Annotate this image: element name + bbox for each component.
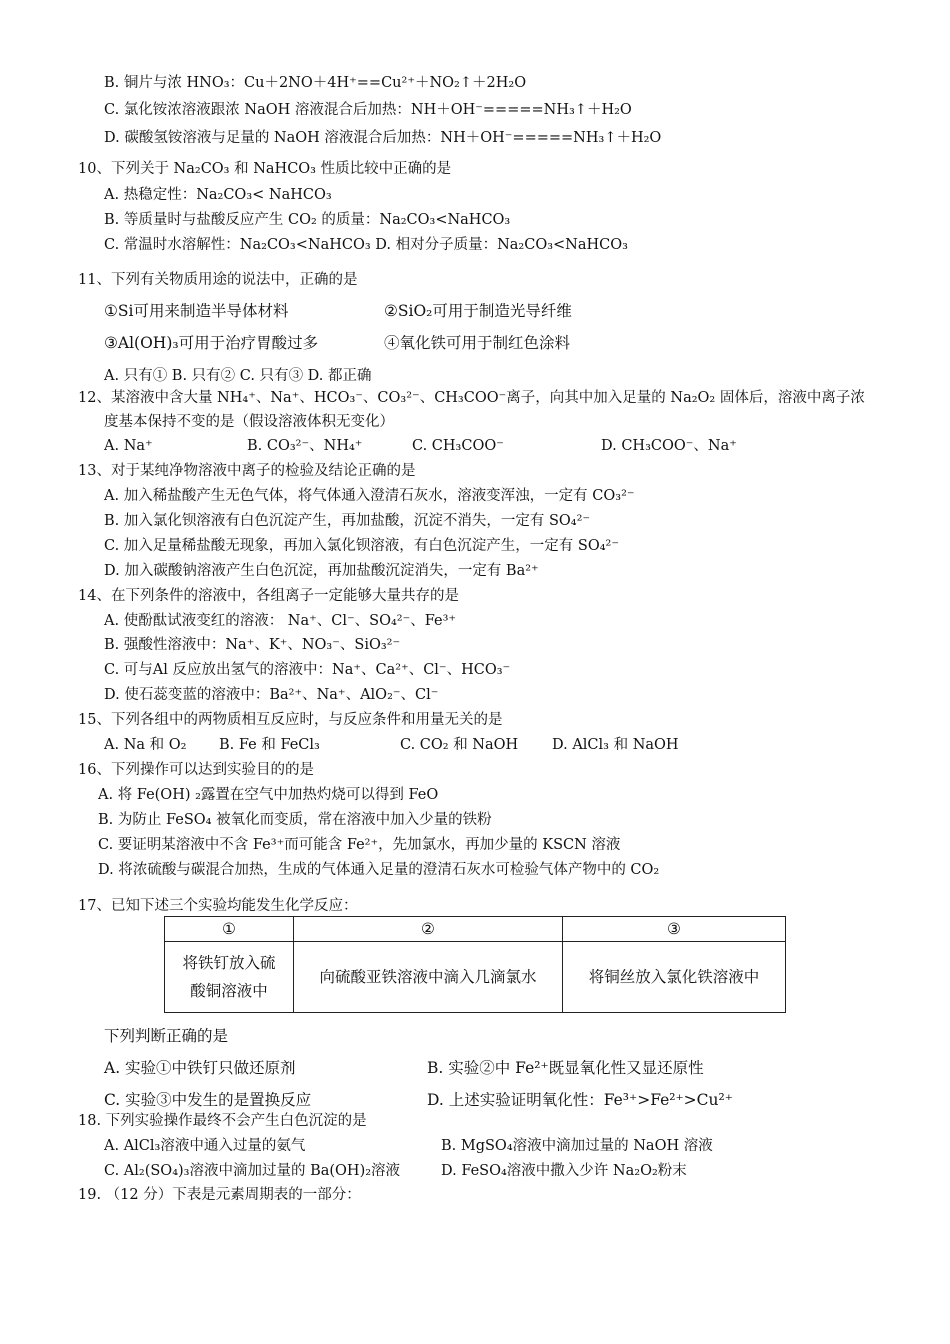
q12-option-d: D. CH₃COO⁻、Na⁺	[601, 438, 737, 454]
q14-option-d: D. 使石蕊变蓝的溶液中：Ba²⁺、Na⁺、AlO₂⁻、Cl⁻	[104, 687, 439, 703]
q13-option-a: A. 加入稀盐酸产生无色气体，将气体通入澄清石灰水，溶液变浑浊，一定有 CO₃²⁻	[104, 488, 635, 504]
q16-option-c: C. 要证明某溶液中不含 Fe³⁺而可能含 Fe²⁺，先加氯水，再加少量的 KSCN 溶液	[98, 837, 621, 853]
experiment-table	[164, 916, 786, 1013]
q11-item-3: ③Al(OH)₃可用于治疗胃酸过多	[104, 334, 319, 352]
q17-option-c: C. 实验③中发生的是置换反应	[104, 1091, 312, 1109]
table-header-2: ②	[294, 917, 563, 942]
q9-option-d: D. 碳酸氢铵溶液与足量的 NaOH 溶液混合后加热：NH＋OH⁻=====NH₃↑＋H₂O	[104, 130, 662, 146]
q15-stem: 15、下列各组中的两物质相互反应时，与反应条件和用量无关的是	[78, 712, 503, 728]
q18-option-d: D. FeSO₄溶液中撒入少许 Na₂O₂粉末	[441, 1163, 687, 1179]
q16-option-d: D. 将浓硫酸与碳混合加热，生成的气体通入足量的澄清石灰水可检验气体产物中的 CO₂	[98, 862, 660, 878]
q18-option-b: B. MgSO₄溶液中滴加过量的 NaOH 溶液	[441, 1138, 713, 1154]
q9-option-c: C. 氯化铵浓溶液跟浓 NaOH 溶液混合后加热：NH＋OH⁻=====NH₃↑＋H₂O	[104, 102, 632, 118]
q12-stem-line2: 度基本保持不变的是（假设溶液体积无变化）	[104, 414, 394, 430]
q11-item-4: ④氧化铁可用于制红色涂料	[384, 334, 571, 352]
q13-option-b: B. 加入氯化钡溶液有白色沉淀产生，再加盐酸，沉淀不消失，一定有 SO₄²⁻	[104, 513, 591, 529]
q15-option-a: A. Na 和 O₂	[104, 737, 187, 753]
q16-stem: 16、下列操作可以达到实验目的的是	[78, 762, 314, 778]
q11-stem: 11、下列有关物质用途的说法中，正确的是	[78, 272, 358, 288]
q18-option-a: A. AlCl₃溶液中通入过量的氨气	[104, 1138, 306, 1154]
q16-option-b: B. 为防止 FeSO₄ 被氧化而变质，常在溶液中加入少量的铁粉	[98, 812, 492, 828]
q19-stem: 19. （12 分）下表是元素周期表的一部分：	[78, 1187, 361, 1203]
q17-option-a: A. 实验①中铁钉只做还原剂	[104, 1059, 296, 1077]
q12-option-c: C. CH₃COO⁻	[412, 438, 504, 454]
q10-option-a: A. 热稳定性：Na₂CO₃< NaHCO₃	[104, 187, 332, 203]
q18-option-c: C. Al₂(SO₄)₃溶液中滴加过量的 Ba(OH)₂溶液	[104, 1163, 401, 1179]
q14-option-c: C. 可与Al 反应放出氢气的溶液中：Na⁺、Ca²⁺、Cl⁻、HCO₃⁻	[104, 662, 511, 678]
q17-option-b: B. 实验②中 Fe²⁺既显氧化性又显还原性	[427, 1059, 704, 1077]
q14-stem: 14、在下列条件的溶液中，各组离子一定能够大量共存的是	[78, 588, 459, 604]
table-cell-3: 将铜丝放入氯化铁溶液中	[563, 942, 786, 1013]
q17-prompt: 下列判断正确的是	[104, 1027, 229, 1045]
q13-option-d: D. 加入碳酸钠溶液产生白色沉淀，再加盐酸沉淀消失，一定有 Ba²⁺	[104, 563, 539, 579]
q11-item-1: ①Si可用来制造半导体材料	[104, 302, 289, 320]
q15-option-c: C. CO₂ 和 NaOH	[400, 737, 519, 753]
q16-option-a: A. 将 Fe(OH) ₂露置在空气中加热灼烧可以得到 FeO	[98, 787, 439, 803]
table-cell-1-line1: 将铁钉放入硫	[182, 954, 276, 972]
table-cell-1-line2: 酸铜溶液中	[190, 982, 268, 1000]
q15-option-d: D. AlCl₃ 和 NaOH	[552, 737, 679, 753]
q13-option-c: C. 加入足量稀盐酸无现象，再加入氯化钡溶液，有白色沉淀产生，一定有 SO₄²⁻	[104, 538, 620, 554]
q14-option-b: B. 强酸性溶液中：Na⁺、K⁺、NO₃⁻、SiO₃²⁻	[104, 637, 401, 653]
q17-option-d: D. 上述实验证明氧化性：Fe³⁺>Fe²⁺>Cu²⁺	[427, 1091, 733, 1109]
q10-option-cd: C. 常温时水溶解性：Na₂CO₃<NaHCO₃ D. 相对分子质量：Na₂CO₃<NaHCO₃	[104, 237, 628, 253]
q10-option-b: B. 等质量时与盐酸反应产生 CO₂ 的质量：Na₂CO₃<NaHCO₃	[104, 212, 511, 228]
q18-stem: 18. 下列实验操作最终不会产生白色沉淀的是	[78, 1113, 367, 1129]
q11-options: A. 只有① B. 只有② C. 只有③ D. 都正确	[104, 368, 372, 384]
table-cell-2: 向硫酸亚铁溶液中滴入几滴氯水	[294, 942, 563, 1013]
table-cell-1	[165, 942, 294, 1013]
q17-stem: 17、已知下述三个实验均能发生化学反应：	[78, 898, 358, 914]
table-header-1: ①	[165, 917, 294, 942]
q9-option-b: B. 铜片与浓 HNO₃：Cu＋2NO＋4H⁺==Cu²⁺＋NO₂↑＋2H₂O	[104, 75, 527, 91]
q14-option-a: A. 使酚酞试液变红的溶液： Na⁺、Cl⁻、SO₄²⁻、Fe³⁺	[104, 613, 457, 629]
q10-stem: 10、下列关于 Na₂CO₃ 和 NaHCO₃ 性质比较中正确的是	[78, 161, 452, 177]
q12-option-b: B. CO₃²⁻、NH₄⁺	[247, 438, 363, 454]
q11-item-2: ②SiO₂可用于制造光导纤维	[384, 302, 572, 320]
q12-option-a: A. Na⁺	[104, 438, 153, 454]
q12-stem-line1: 12、某溶液中含大量 NH₄⁺、Na⁺、HCO₃⁻、CO₃²⁻、CH₃COO⁻离子，向其中加入足量的 Na₂O₂ 固体后，溶液中离子浓	[78, 390, 865, 406]
table-header-3: ③	[563, 917, 786, 942]
q15-option-b: B. Fe 和 FeCl₃	[219, 737, 320, 753]
q13-stem: 13、对于某纯净物溶液中离子的检验及结论正确的是	[78, 463, 416, 479]
